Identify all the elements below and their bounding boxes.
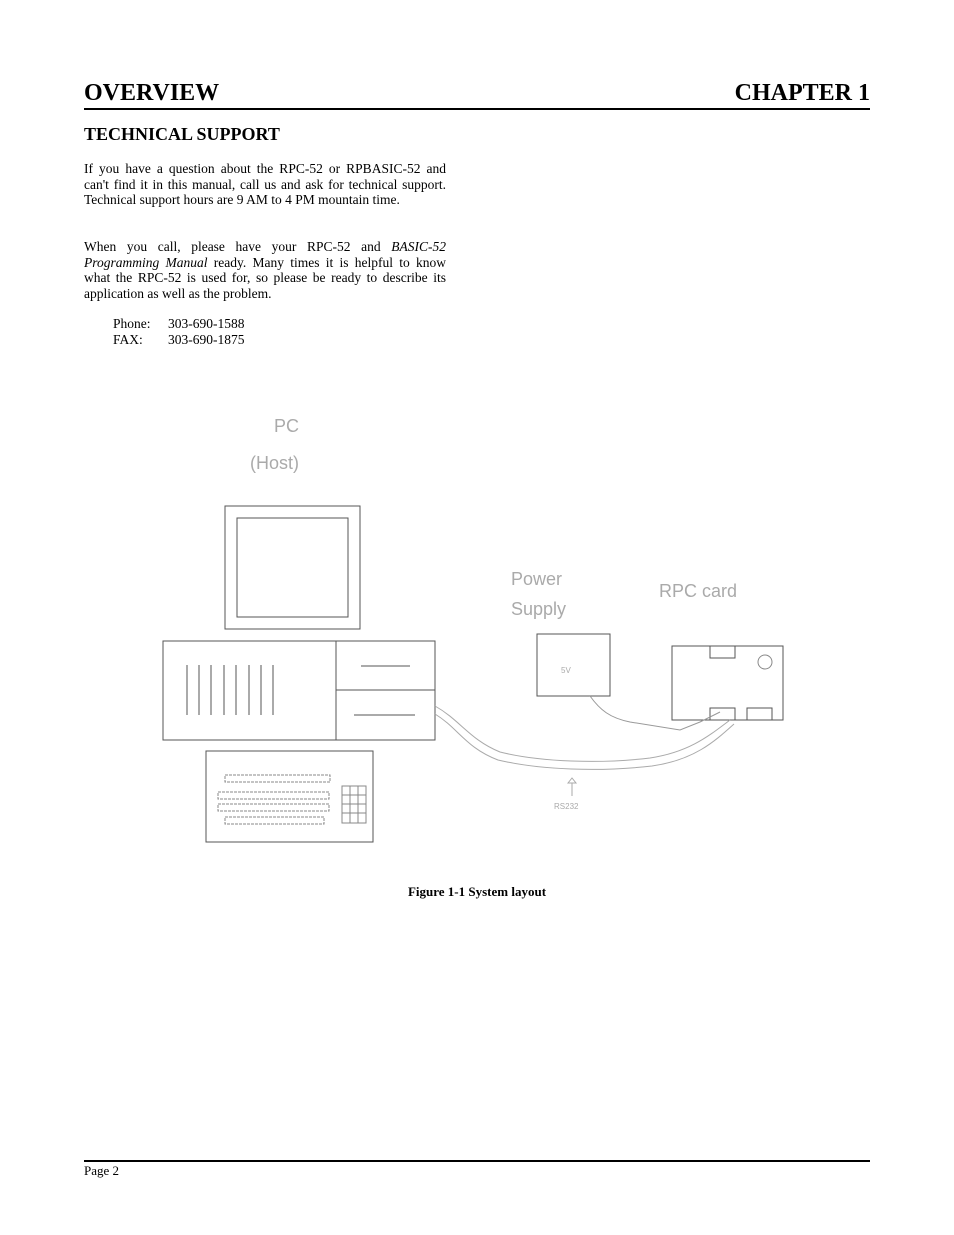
keyboard-icon <box>206 751 373 842</box>
phone-label: Phone: <box>113 316 151 331</box>
header-chapter-label: CHAPTER 1 <box>734 80 870 106</box>
supply-label: Supply <box>511 599 567 619</box>
rs232-label: RS232 <box>554 802 579 811</box>
fax-number: 303-690-1875 <box>168 332 245 347</box>
power-cable <box>590 696 720 730</box>
system-layout-diagram <box>0 380 954 860</box>
system-layout-figure <box>0 380 954 860</box>
call-paragraph-text-end: ready. Many times it is helpful to know what the RPC-52 is used for, so please be ready to describe its application as well as the problem. <box>84 254 447 301</box>
fax-label: FAX: <box>113 332 143 347</box>
fax-line <box>113 332 245 348</box>
page-header <box>84 78 870 110</box>
call-paragraph-text-start: When you call, please have your RPC-52 and <box>84 239 392 254</box>
section-heading: TECHNICAL SUPPORT <box>84 124 280 144</box>
phone-number: 303-690-1588 <box>168 316 245 331</box>
support-paragraph: If you have a question about the RPC-52 or RPBASIC-52 and can't find it in this manual, call us and ask for technical support. Technical support hours are 9 AM to 4 PM mountain time. <box>84 161 446 208</box>
page-footer <box>84 1160 870 1178</box>
psu-voltage-label: 5V <box>561 666 571 675</box>
host-label: (Host) <box>250 453 299 473</box>
computer-case-icon <box>163 641 435 740</box>
pc-label: PC <box>274 416 300 436</box>
phone-line <box>113 316 245 332</box>
rpc-card-icon <box>672 646 783 720</box>
manual-title: BASIC-52 Programming Manual <box>84 239 446 270</box>
call-paragraph <box>84 239 446 301</box>
power-supply-icon <box>537 634 610 696</box>
page-number: Page 2 <box>84 1163 120 1178</box>
power-label: Power <box>511 569 563 589</box>
figure-caption: Figure 1-1 System layout <box>407 884 547 899</box>
monitor-icon <box>225 506 360 629</box>
header-section-title: OVERVIEW <box>84 80 220 106</box>
rpc-card-label: RPC card <box>659 581 738 601</box>
